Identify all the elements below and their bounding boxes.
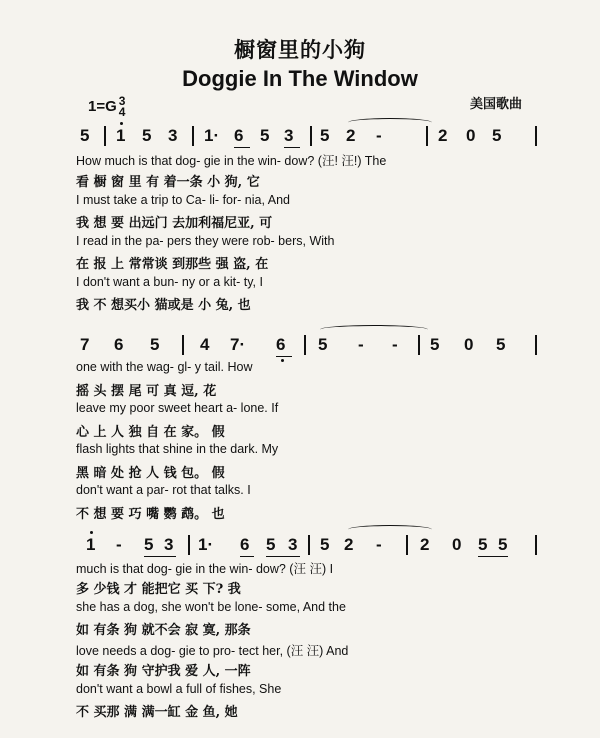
note: 1· <box>204 126 220 145</box>
notation-line-2 <box>80 335 560 361</box>
lyric-line-cn: 在 报 上 常常谈 到那些 强 盗, 在 <box>76 257 269 272</box>
barline <box>104 126 106 146</box>
barline <box>192 126 194 146</box>
note: 0 <box>466 126 476 145</box>
time-bottom: 4 <box>118 105 126 119</box>
note: 5 <box>266 535 276 554</box>
underline <box>234 147 250 148</box>
underline <box>478 556 508 557</box>
underline <box>266 556 300 557</box>
barline <box>182 335 184 355</box>
barline <box>535 335 537 355</box>
note: 5 <box>320 535 330 554</box>
lyric-line: one with the wag- gl- y tail. How <box>76 360 253 374</box>
note: 1 <box>86 535 96 554</box>
note: 6 <box>114 335 124 354</box>
note: 6 <box>240 535 250 554</box>
note: 5 <box>318 335 328 354</box>
barline <box>304 335 306 355</box>
barline <box>418 335 420 355</box>
lyric-line: much is that dog- gie in the win- dow? (汪 汪) I <box>76 562 334 576</box>
barline <box>535 535 537 555</box>
note: - <box>116 535 122 554</box>
key-signature <box>88 96 125 118</box>
note: 6 <box>234 126 244 145</box>
note: - <box>358 335 364 354</box>
lyric-line: don't want a bowl a full of fishes, She <box>76 682 282 696</box>
octave-dot <box>90 531 93 534</box>
octave-dot <box>120 122 123 125</box>
underline <box>276 356 292 357</box>
note: 3 <box>288 535 298 554</box>
octave-dot <box>281 359 284 362</box>
tie <box>320 325 428 334</box>
lyric-line-cn: 心 上 人 独 自 在 家。 假 <box>76 425 225 440</box>
lyric-line-cn: 如 有条 狗 就不会 寂 寞, 那条 <box>76 623 251 638</box>
note: 5 <box>320 126 330 145</box>
note: 2 <box>346 126 356 145</box>
tie <box>348 525 432 534</box>
note: 2 <box>344 535 354 554</box>
song-credit: 美国歌曲 <box>470 97 523 112</box>
notation-line-3 <box>80 535 560 561</box>
underline <box>284 147 300 148</box>
note: 3 <box>168 126 178 145</box>
lyric-line: leave my poor sweet heart a- lone. If <box>76 401 279 415</box>
tie <box>348 118 432 127</box>
lyric-line-cn: 摇 头 摆 尾 可 真 逗, 花 <box>76 384 217 399</box>
lyric-line-cn: 不 想 要 巧 嘴 鹦 鹉。 也 <box>76 507 225 522</box>
note: 5 <box>430 335 440 354</box>
note: 1 <box>116 126 126 145</box>
lyric-line-cn: 如 有条 狗 守护我 爱 人, 一阵 <box>76 664 251 679</box>
note: 4 <box>200 335 210 354</box>
lyric-line: love needs a dog- gie to pro- tect her, (汪 汪) And <box>76 644 349 658</box>
note: - <box>376 535 382 554</box>
note: 3 <box>164 535 174 554</box>
lyric-line: I must take a trip to Ca- li- for- nia, And <box>76 193 290 207</box>
note: 2 <box>420 535 430 554</box>
note: 5 <box>260 126 270 145</box>
note: 5 <box>478 535 488 554</box>
note: 5 <box>496 335 506 354</box>
song-title-english: Doggie In The Window <box>182 66 418 91</box>
note: 7 <box>80 335 90 354</box>
lyric-line: How much is that dog- gie in the win- dow? (汪! 汪!) The <box>76 154 387 168</box>
lyric-line: flash lights that shine in the dark. My <box>76 442 279 456</box>
lyric-line: she has a dog, she won't be lone- some, And the <box>76 600 346 614</box>
barline <box>535 126 537 146</box>
key-label: 1=G <box>88 97 117 115</box>
barline <box>188 535 190 555</box>
notation-line-1 <box>80 126 560 152</box>
time-top: 3 <box>118 94 126 108</box>
note: 7· <box>230 335 246 354</box>
note: 2 <box>438 126 448 145</box>
barline <box>426 126 428 146</box>
note: 5 <box>150 335 160 354</box>
song-title-chinese: 橱窗里的小狗 <box>234 37 366 62</box>
lyric-line: don't want a par- rot that talks. I <box>76 483 251 497</box>
lyric-line-cn: 我 想 要 出远门 去加利福尼亚, 可 <box>76 216 273 231</box>
note: 5 <box>498 535 508 554</box>
time-signature <box>119 96 126 118</box>
note: 5 <box>80 126 90 145</box>
barline <box>310 126 312 146</box>
note: 1· <box>198 535 214 554</box>
lyric-line-cn: 我 不 想买小 猫或是 小 兔, 也 <box>76 298 251 313</box>
note: - <box>376 126 382 145</box>
note: 5 <box>144 535 154 554</box>
lyric-line-cn: 黑 暗 处 抢 人 钱 包。 假 <box>76 466 225 481</box>
barline <box>406 535 408 555</box>
note: 3 <box>284 126 294 145</box>
note: 0 <box>464 335 474 354</box>
note: 0 <box>452 535 462 554</box>
underline <box>240 556 254 557</box>
lyric-line: I don't want a bun- ny or a kit- ty, I <box>76 275 263 289</box>
lyric-line-cn: 不 买那 满 满一缸 金 鱼, 她 <box>76 705 238 720</box>
note: 5 <box>142 126 152 145</box>
barline <box>308 535 310 555</box>
lyric-line-cn: 看 橱 窗 里 有 着一条 小 狗, 它 <box>76 175 260 190</box>
lyric-line: I read in the pa- pers they were rob- bers, With <box>76 234 335 248</box>
underline <box>144 556 176 557</box>
note: - <box>392 335 398 354</box>
lyric-line-cn: 多 少钱 才 能把它 买 下? 我 <box>76 582 241 597</box>
note: 5 <box>492 126 502 145</box>
note: 6 <box>276 335 286 354</box>
